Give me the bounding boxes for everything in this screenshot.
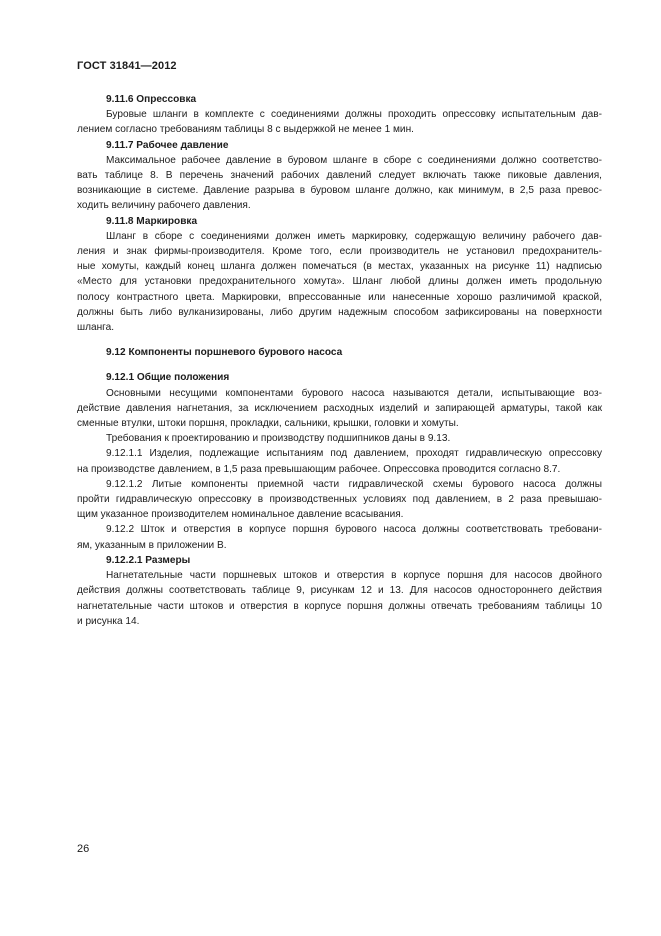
paragraph-line: «Место для установки предохранительного хомута». Шланг любой длины должен иметь продольную (77, 276, 602, 288)
paragraph-line: действия должны соответствовать таблице 9, рисункам 12 и 13. Для насосов одностороннего действия (77, 585, 602, 597)
paragraph-line: шланга. (77, 322, 115, 334)
section-gap (77, 360, 602, 370)
paragraph (77, 522, 602, 552)
paragraph (77, 431, 602, 446)
section-heading: 9.12 Компоненты поршневого бурового насоса (106, 347, 343, 359)
paragraph-line: пройти гидравлическую опрессовку в производственных условиях под давлением, в 2 раза превышаю- (77, 494, 602, 506)
section-heading: 9.11.6 Опрессовка (106, 94, 197, 105)
paragraph-line: 9.12.2 Шток и отверстия в корпусе поршня бурового насоса должны соответствовать требовани- (106, 524, 602, 536)
section-heading: 9.12.1 Общие положения (106, 372, 230, 384)
paragraph-line: Основными несущими компонентами бурового насоса называются детали, испытывающие воз- (106, 387, 602, 399)
paragraph-line: и рисунка 14. (77, 615, 140, 627)
document-header: ГОСТ 31841—2012 (77, 60, 177, 72)
page-number: 26 (77, 843, 90, 855)
paragraph-line: Нагнетательные части поршневых штоков и отверстия в корпусе поршня для насосов двойного (106, 570, 602, 582)
document-body (77, 92, 602, 629)
paragraph-line: нагнетательные части штоков и отверстия в корпусе поршня должны отвечать требованиям таблицы 10 (77, 600, 602, 612)
paragraph-line: Буровые шланги в комплекте с соединениями должны проходить опрессовку испытательным дав- (106, 109, 602, 121)
paragraph (77, 229, 602, 335)
paragraph-line: действие давления нагнетания, за исключением расходных изделий и запирающей арматуры, такой как (77, 402, 602, 414)
paragraph-line: Требования к проектированию и производству подшипников даны в 9.13. (106, 433, 451, 445)
paragraph (77, 107, 602, 137)
paragraph-line: на производстве давлением, в 1,5 раза превышающим рабочее. Опрессовка проводится согласно 8.7. (77, 463, 561, 475)
section-gap (77, 335, 602, 345)
paragraph-line: вать таблице 8. В перечень значений рабочих давлений следует включать также пиковые давления, (77, 170, 602, 182)
paragraph (77, 477, 602, 523)
paragraph-line: возникающие в системе. Давление разрыва в буровом шланге должно, как минимум, в 2,5 раза превос- (77, 185, 602, 197)
paragraph (77, 568, 602, 629)
paragraph-line: полосу контрастного цвета. Маркировки, впрессованные или нанесенные хорошо различимой краской, (77, 291, 602, 303)
paragraph-line: лением согласно требованиям таблицы 8 с выдержкой не менее 1 мин. (77, 124, 414, 136)
paragraph-line: ные хомуты, каждый конец шланга должен помечаться (в местах, указанных на рисунке 11) надписью (77, 261, 602, 273)
paragraph-line: сменные втулки, штоки поршня, прокладки, сальники, крышки, головки и хомуты. (77, 418, 459, 430)
paragraph-line: ям, указанным в приложении В. (77, 539, 227, 551)
paragraph-line: Шланг в сборе с соединениями должен иметь маркировку, содержащую величину рабочего дав- (106, 230, 602, 242)
paragraph-line: щим указанное производителем номинальное давление всасывания. (77, 509, 404, 521)
section-heading: 9.11.7 Рабочее давление (106, 139, 229, 151)
paragraph-line: должны быть либо вулканизированы, либо другим надежным способом зафиксированы на поверхности (77, 306, 602, 318)
paragraph-line: 9.12.1.2 Литые компоненты приемной части гидравлической схемы бурового насоса должны (106, 478, 602, 490)
section-heading: 9.11.8 Маркировка (106, 215, 198, 227)
paragraph (77, 446, 602, 476)
paragraph (77, 386, 602, 432)
paragraph-line: 9.12.1.1 Изделия, подлежащие испытаниям под давлением, проходят гидравлическую опрессовку (106, 448, 602, 460)
paragraph (77, 153, 602, 214)
paragraph-line: Максимальное рабочее давление в буровом шланге в сборе с соединениями должно соответство- (106, 154, 602, 166)
paragraph-line: ления и знак фирмы-производителя. Кроме того, если производитель не установил предохранитель- (77, 246, 602, 258)
section-heading: 9.12.2.1 Размеры (106, 554, 191, 566)
paragraph-line: ходить величину рабочего давления. (77, 200, 251, 212)
